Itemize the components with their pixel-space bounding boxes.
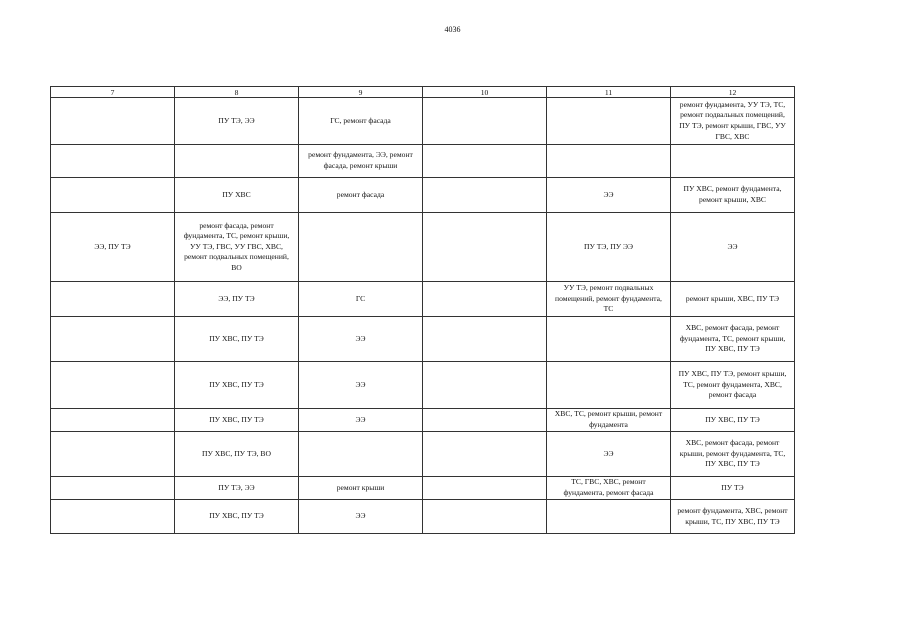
table-cell [547, 500, 671, 534]
table-cell: ПУ ХВС, ПУ ТЭ [175, 317, 299, 362]
column-header-11: 11 [547, 87, 671, 98]
table-cell [51, 362, 175, 409]
table-cell: ПУ ТЭ, ЭЭ [175, 98, 299, 145]
table-row [51, 282, 795, 317]
table-cell [423, 500, 547, 534]
table-cell [51, 317, 175, 362]
table-cell [423, 98, 547, 145]
table-cell [423, 317, 547, 362]
table-cell [547, 317, 671, 362]
header-row [51, 87, 795, 98]
table-row [51, 213, 795, 282]
table-cell: ХВС, ремонт фасада, ремонт фундамента, ТС, ремонт крыши, ПУ ХВС, ПУ ТЭ [671, 317, 795, 362]
table-cell: ЭЭ [299, 500, 423, 534]
table-cell: ремонт крыши, ХВС, ПУ ТЭ [671, 282, 795, 317]
table-cell: ПУ ХВС, ПУ ТЭ [671, 409, 795, 432]
table-cell: ПУ ТЭ [671, 477, 795, 500]
table-cell: ремонт крыши [299, 477, 423, 500]
table-cell: ХВС, ТС, ремонт крыши, ремонт фундамента [547, 409, 671, 432]
page-number: 4036 [444, 25, 461, 34]
table-cell [299, 213, 423, 282]
table-cell: ЭЭ [671, 213, 795, 282]
table-cell: ПУ ХВС, ПУ ТЭ, ВО [175, 432, 299, 477]
table-cell [423, 432, 547, 477]
table-cell: ПУ ХВС [175, 178, 299, 213]
table-cell [547, 145, 671, 178]
table-row [51, 178, 795, 213]
table-cell [423, 409, 547, 432]
table-cell: ПУ ТЭ, ЭЭ [175, 477, 299, 500]
column-header-10: 10 [423, 87, 547, 98]
table-cell [51, 500, 175, 534]
table-row [51, 409, 795, 432]
table-cell [423, 145, 547, 178]
table-cell: ПУ ХВС, ПУ ТЭ, ремонт крыши, ТС, ремонт фундамента, ХВС, ремонт фасада [671, 362, 795, 409]
column-header-9: 9 [299, 87, 423, 98]
table-cell: ХВС, ремонт фасада, ремонт крыши, ремонт фундамента, ТС, ПУ ХВС, ПУ ТЭ [671, 432, 795, 477]
table-row [51, 432, 795, 477]
table-cell: ПУ ТЭ, ПУ ЭЭ [547, 213, 671, 282]
column-header-8: 8 [175, 87, 299, 98]
data-table [50, 86, 795, 534]
table-row [51, 317, 795, 362]
table-cell [51, 432, 175, 477]
table-cell: ПУ ХВС, ремонт фундамента, ремонт крыши, ХВС [671, 178, 795, 213]
table-cell [423, 362, 547, 409]
table-cell [423, 213, 547, 282]
table-cell: ГС [299, 282, 423, 317]
table-cell: ремонт фасада [299, 178, 423, 213]
table-cell [51, 409, 175, 432]
table-row [51, 477, 795, 500]
table-cell [547, 98, 671, 145]
table-cell [51, 477, 175, 500]
table-cell: ЭЭ [299, 317, 423, 362]
table-cell: ЭЭ [547, 432, 671, 477]
table-cell [299, 432, 423, 477]
table-cell: ПУ ХВС, ПУ ТЭ [175, 362, 299, 409]
table-cell: ПУ ХВС, ПУ ТЭ [175, 409, 299, 432]
table-cell [547, 362, 671, 409]
table-cell [51, 145, 175, 178]
table-cell [51, 282, 175, 317]
table-cell: ремонт фундамента, ХВС, ремонт крыши, ТС, ПУ ХВС, ПУ ТЭ [671, 500, 795, 534]
table-cell: ремонт фундамента, ЭЭ, ремонт фасада, ремонт крыши [299, 145, 423, 178]
table-cell: ЭЭ [299, 409, 423, 432]
table-row [51, 362, 795, 409]
table-cell: УУ ТЭ, ремонт подвальных помещений, ремонт фундамента, ТС [547, 282, 671, 317]
table-row [51, 145, 795, 178]
table-cell [423, 178, 547, 213]
table-cell [51, 178, 175, 213]
table-cell: ЭЭ, ПУ ТЭ [51, 213, 175, 282]
table-cell: ЭЭ [299, 362, 423, 409]
column-header-7: 7 [51, 87, 175, 98]
table-cell: ЭЭ, ПУ ТЭ [175, 282, 299, 317]
table-cell [175, 145, 299, 178]
table-cell: ТС, ГВС, ХВС, ремонт фундамента, ремонт фасада [547, 477, 671, 500]
table-cell: ремонт фундамента, УУ ТЭ, ТС, ремонт подвальных помещений, ПУ ТЭ, ремонт крыши, ГВС, УУ ГВС, ХВС [671, 98, 795, 145]
table-cell: ГС, ремонт фасада [299, 98, 423, 145]
table-row [51, 500, 795, 534]
table-cell [423, 477, 547, 500]
column-header-12: 12 [671, 87, 795, 98]
table-cell: ремонт фасада, ремонт фундамента, ТС, ремонт крыши, УУ ТЭ, ГВС, УУ ГВС, ХВС, ремонт подвальных помещений, ВО [175, 213, 299, 282]
table-cell: ПУ ХВС, ПУ ТЭ [175, 500, 299, 534]
table-cell: ЭЭ [547, 178, 671, 213]
table-cell [423, 282, 547, 317]
table-cell [671, 145, 795, 178]
table-row [51, 98, 795, 145]
table-cell [51, 98, 175, 145]
